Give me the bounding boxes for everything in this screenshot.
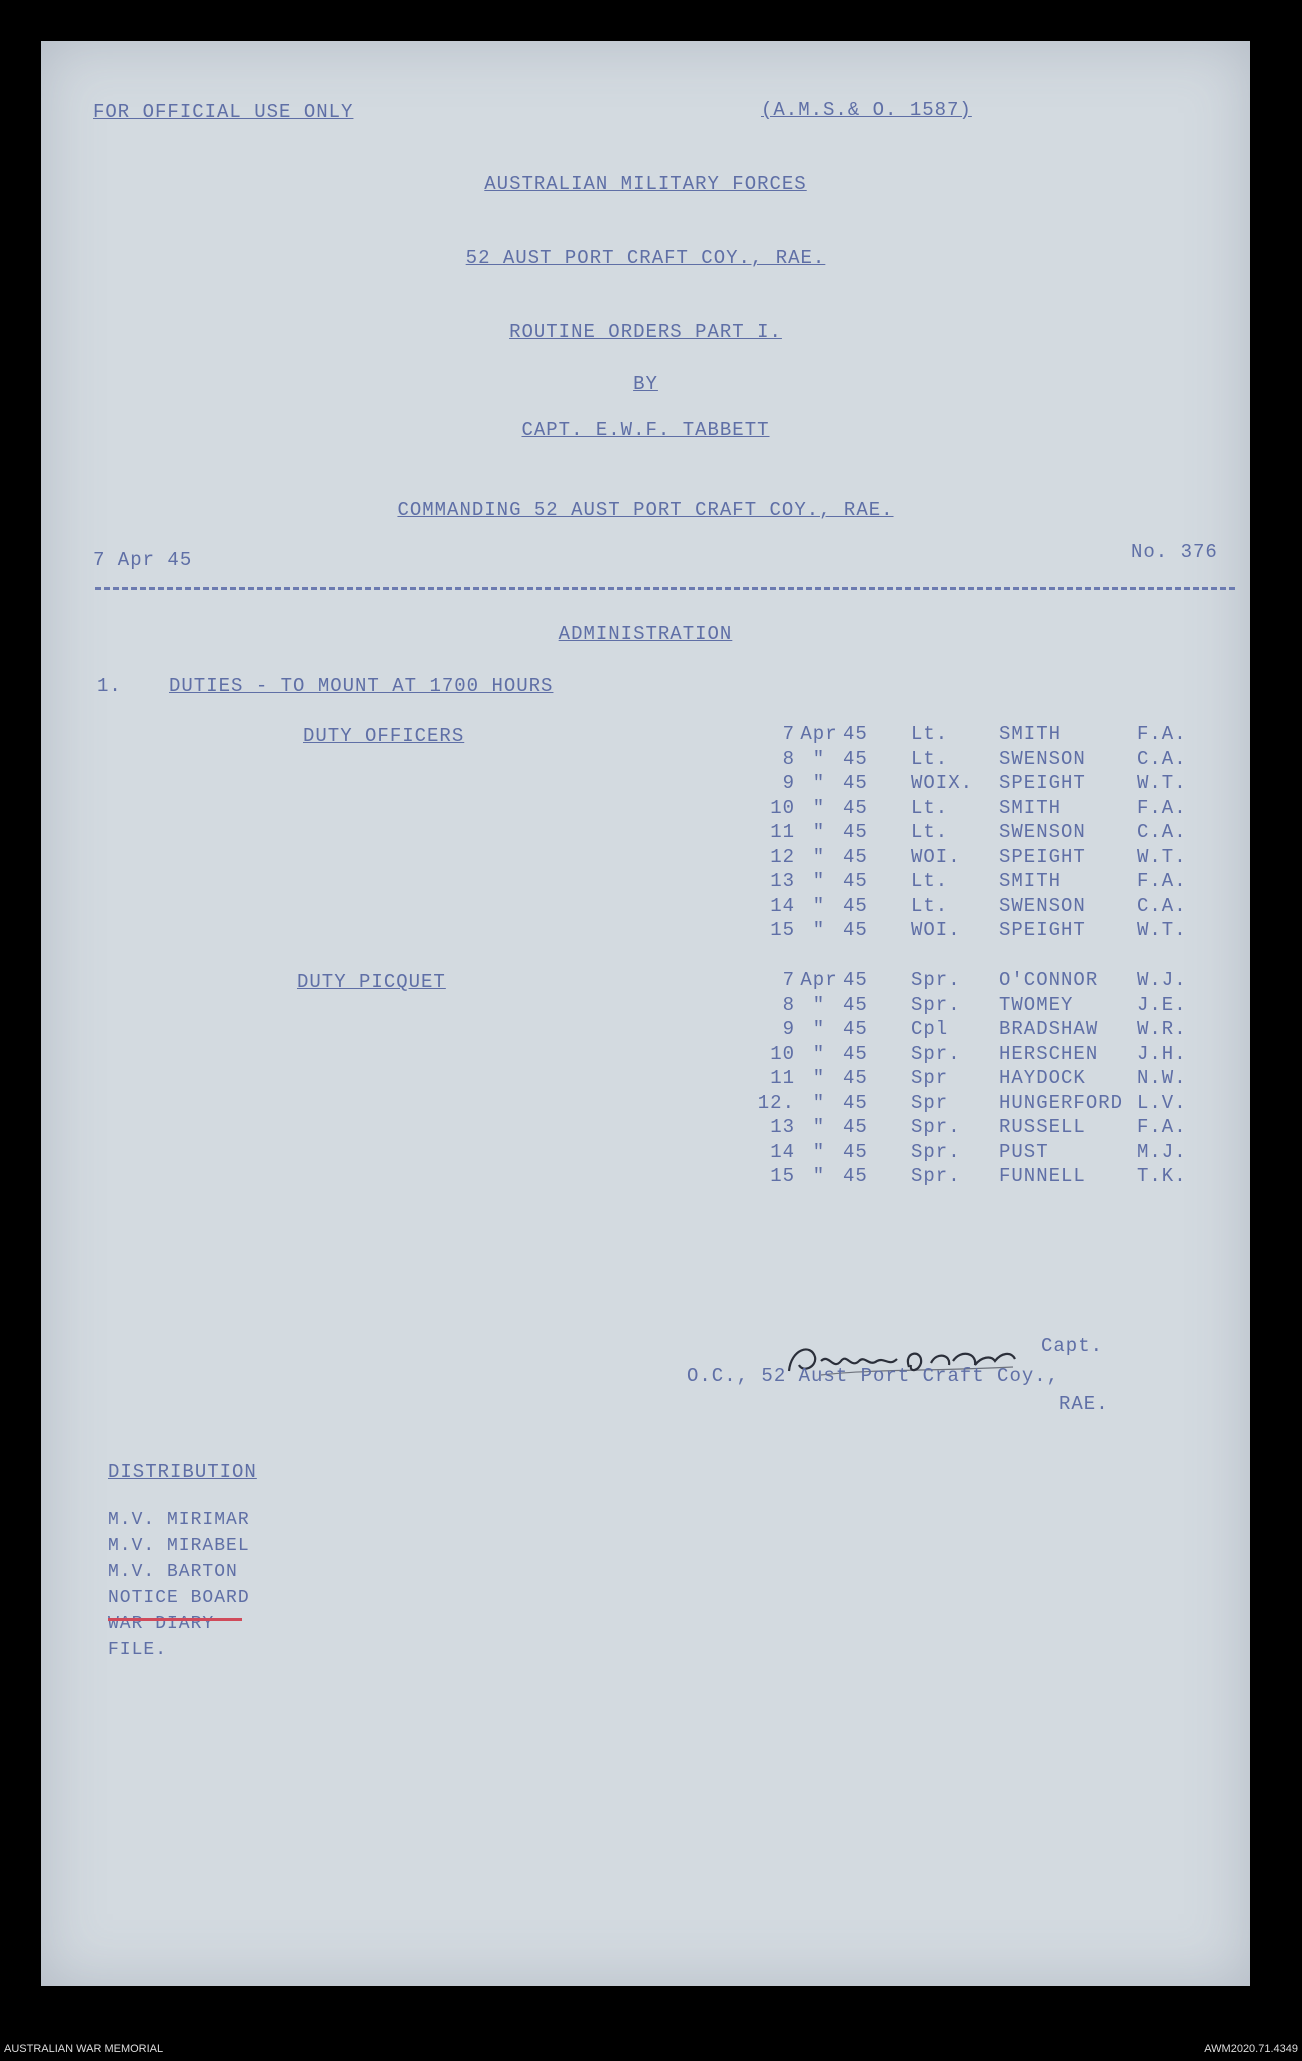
roster-row	[751, 846, 1197, 868]
roster-name: PUST	[999, 1140, 1049, 1163]
heading-line-1: AUSTRALIAN MILITARY FORCES	[484, 173, 807, 195]
distribution-item: FILE.	[108, 1640, 168, 1660]
form-reference: (A.M.S.& O. 1587)	[761, 99, 972, 121]
roster-day: 10	[770, 796, 795, 819]
signature-line-2: RAE.	[1059, 1393, 1109, 1415]
roster-initials: N.W.	[1137, 1067, 1187, 1089]
roster-month: "	[812, 1140, 826, 1163]
item-number: 1.	[97, 675, 122, 697]
roster-year: 45	[843, 1140, 868, 1163]
roster-row	[751, 1165, 1197, 1187]
roster-day: 7	[782, 723, 795, 745]
roster-day: 11	[770, 1067, 795, 1089]
roster-year: 45	[843, 772, 868, 794]
roster-row	[751, 969, 1197, 991]
roster-name: BRADSHAW	[999, 1018, 1099, 1040]
distribution-item: WAR DIARY	[108, 1614, 215, 1634]
roster-day: 8	[782, 747, 795, 770]
roster-year: 45	[843, 1116, 868, 1138]
roster-year: 45	[843, 993, 868, 1016]
roster-initials: C.A.	[1137, 894, 1187, 917]
roster-rank: Spr.	[911, 1116, 961, 1138]
roster-row	[751, 772, 1197, 794]
roster-row	[751, 723, 1197, 745]
roster-month: Apr	[800, 723, 838, 745]
roster-name: HAYDOCK	[999, 1067, 1086, 1089]
roster-month: "	[812, 1091, 826, 1114]
roster-year: 45	[843, 870, 868, 892]
signature-rank: Capt.	[1041, 1335, 1104, 1357]
roster-day: 8	[782, 993, 795, 1016]
roster-row	[751, 1092, 1197, 1114]
roster-rank: Spr.	[911, 1140, 961, 1163]
heading-line-4: BY	[633, 373, 658, 395]
roster-rank: Spr.	[911, 969, 961, 991]
heading-line-6: COMMANDING 52 AUST PORT CRAFT COY., RAE.	[397, 499, 894, 521]
roster-initials: W.T.	[1137, 772, 1187, 794]
roster-month: "	[812, 821, 826, 843]
roster-month: "	[812, 870, 826, 892]
roster-name: TWOMEY	[999, 993, 1074, 1016]
roster-day: 13	[770, 870, 795, 892]
roster-row	[751, 1067, 1197, 1089]
roster-month: "	[812, 1042, 826, 1065]
roster-year: 45	[843, 1165, 868, 1187]
roster-year: 45	[843, 919, 868, 941]
roster-name: SMITH	[999, 796, 1062, 819]
roster-month: "	[812, 1116, 826, 1138]
red-pencil-underline	[108, 1618, 242, 1621]
roster-rank: Spr	[911, 1091, 949, 1114]
roster-year: 45	[843, 894, 868, 917]
roster-rank: WOI.	[911, 919, 961, 941]
roster-initials: F.A.	[1137, 723, 1187, 745]
distribution-item: M.V. MIRIMAR	[108, 1510, 250, 1530]
roster-rank: Lt.	[911, 821, 949, 843]
security-classification: FOR OFFICIAL USE ONLY	[93, 101, 354, 123]
roster-name: SMITH	[999, 723, 1062, 745]
roster-initials: J.E.	[1137, 993, 1187, 1016]
roster-rank: WOI.	[911, 845, 961, 868]
roster-day: 9	[782, 772, 795, 794]
roster-day: 14	[770, 894, 795, 917]
heading-line-3: ROUTINE ORDERS PART I.	[509, 321, 782, 343]
roster-month: "	[812, 747, 826, 770]
roster-year: 45	[843, 821, 868, 843]
roster-row	[751, 895, 1197, 917]
roster-name: FUNNELL	[999, 1165, 1086, 1187]
roster-rank: Lt.	[911, 796, 949, 819]
roster-year: 45	[843, 723, 868, 745]
roster-initials: F.A.	[1137, 870, 1187, 892]
heading-line-5: CAPT. E.W.F. TABBETT	[521, 419, 770, 441]
roster-rank: WOIX.	[911, 772, 974, 794]
roster-name: HUNGERFORD	[999, 1091, 1124, 1114]
roster-name: SPEIGHT	[999, 772, 1086, 794]
roster-name: SPEIGHT	[999, 919, 1086, 941]
footer-left: AUSTRALIAN WAR MEMORIAL	[4, 2043, 164, 2055]
roster-name: SMITH	[999, 870, 1062, 892]
roster-day: 13	[770, 1116, 795, 1138]
order-number: No. 376	[1131, 541, 1218, 563]
roster-rank: Spr.	[911, 993, 961, 1016]
roster-name: SWENSON	[999, 747, 1086, 770]
roster-rank: Lt.	[911, 747, 949, 770]
footer-right: AWM2020.71.4349	[1204, 2043, 1298, 2055]
roster-initials: C.A.	[1137, 747, 1187, 770]
roster-year: 45	[843, 1091, 868, 1114]
roster-rank: Lt.	[911, 894, 949, 917]
roster-initials: T.K.	[1137, 1165, 1187, 1187]
roster-row	[751, 870, 1197, 892]
roster-year: 45	[843, 1067, 868, 1089]
roster-row	[751, 1116, 1197, 1138]
roster-month: "	[812, 772, 826, 794]
roster-row	[751, 797, 1197, 819]
roster-row	[751, 821, 1197, 843]
roster-year: 45	[843, 747, 868, 770]
roster-initials: F.A.	[1137, 1116, 1187, 1138]
roster-initials: M.J.	[1137, 1140, 1187, 1163]
roster-year: 45	[843, 845, 868, 868]
roster-month: "	[812, 919, 826, 941]
distribution-list	[108, 1507, 250, 1663]
roster-year: 45	[843, 796, 868, 819]
roster-name: SWENSON	[999, 894, 1086, 917]
roster-month: "	[812, 1067, 826, 1089]
roster-month: "	[812, 845, 826, 868]
roster-row	[751, 1043, 1197, 1065]
roster-day: 12.	[757, 1091, 795, 1114]
roster-day: 14	[770, 1140, 795, 1163]
separator-rule	[95, 587, 1235, 590]
distribution-item: M.V. BARTON	[108, 1562, 238, 1582]
roster-month: Apr	[800, 969, 838, 991]
distribution-item: NOTICE BOARD	[108, 1588, 250, 1608]
roster-row	[751, 1018, 1197, 1040]
roster-year: 45	[843, 1018, 868, 1040]
roster-month: "	[812, 1018, 826, 1040]
roster-day: 15	[770, 1165, 795, 1187]
roster-initials: W.T.	[1137, 845, 1187, 868]
heading-line-2: 52 AUST PORT CRAFT COY., RAE.	[465, 247, 826, 269]
distribution-item: M.V. MIRABEL	[108, 1536, 250, 1556]
roster-rank: Spr	[911, 1067, 949, 1089]
duty-picquet-label: DUTY PICQUET	[297, 971, 446, 993]
roster-rank: Cpl	[911, 1018, 949, 1040]
roster-rank: Spr.	[911, 1165, 961, 1187]
roster-year: 45	[843, 969, 868, 991]
roster-day: 7	[782, 969, 795, 991]
roster-name: RUSSELL	[999, 1116, 1086, 1138]
roster-month: "	[812, 894, 826, 917]
section-heading: ADMINISTRATION	[558, 623, 733, 645]
duty-officers-label: DUTY OFFICERS	[303, 725, 465, 747]
roster-day: 15	[770, 919, 795, 941]
roster-year: 45	[843, 1042, 868, 1065]
roster-rank: Spr.	[911, 1042, 961, 1065]
roster-initials: L.V.	[1137, 1091, 1187, 1114]
roster-row	[751, 748, 1197, 770]
item-title: DUTIES - TO MOUNT AT 1700 HOURS	[169, 675, 554, 697]
roster-rank: Lt.	[911, 870, 949, 892]
roster-day: 11	[770, 821, 795, 843]
roster-row	[751, 919, 1197, 941]
roster-day: 10	[770, 1042, 795, 1065]
order-date: 7 Apr 45	[93, 549, 193, 571]
roster-month: "	[812, 993, 826, 1016]
roster-rank: Lt.	[911, 723, 949, 745]
roster-day: 9	[782, 1018, 795, 1040]
roster-row	[751, 1141, 1197, 1163]
roster-name: SPEIGHT	[999, 845, 1086, 868]
distribution-label: DISTRIBUTION	[108, 1461, 257, 1483]
document-page	[41, 41, 1250, 1986]
roster-initials: J.H.	[1137, 1042, 1187, 1065]
roster-row	[751, 994, 1197, 1016]
roster-name: HERSCHEN	[999, 1042, 1099, 1065]
roster-initials: W.J.	[1137, 969, 1187, 991]
roster-initials: W.R.	[1137, 1018, 1187, 1040]
roster-initials: C.A.	[1137, 821, 1187, 843]
roster-initials: F.A.	[1137, 796, 1187, 819]
roster-day: 12	[770, 845, 795, 868]
roster-name: SWENSON	[999, 821, 1086, 843]
roster-name: O'CONNOR	[999, 969, 1099, 991]
roster-month: "	[812, 796, 826, 819]
roster-month: "	[812, 1165, 826, 1187]
roster-initials: W.T.	[1137, 919, 1187, 941]
signature-line-1: O.C., 52 Aust Port Craft Coy.,	[687, 1365, 1060, 1387]
